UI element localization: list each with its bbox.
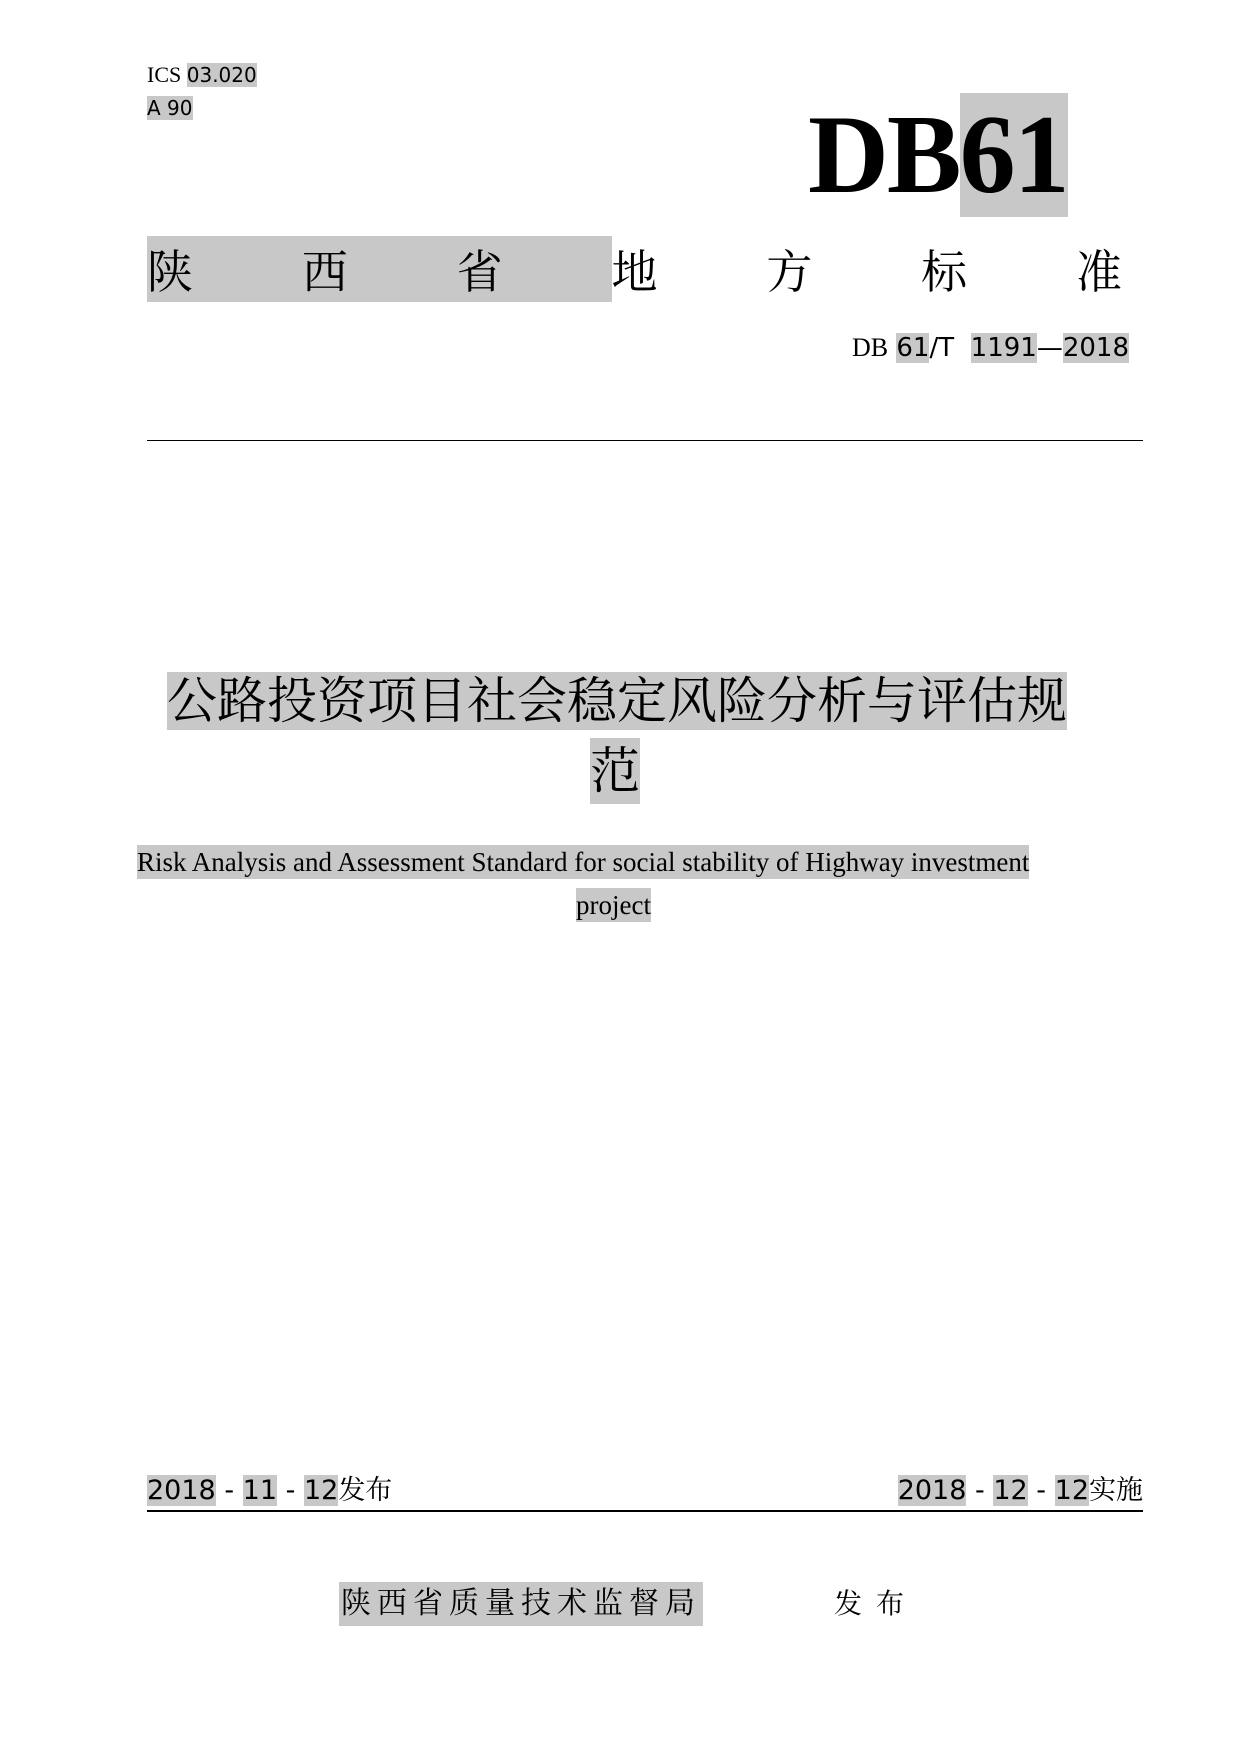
issuer-action: 发布 (834, 1587, 919, 1620)
header-divider (147, 440, 1143, 441)
standard-type-char: 地 (611, 245, 658, 299)
issuer-name: 陕西省质量技术监督局 (339, 1582, 703, 1626)
classification-value: 90 (167, 96, 193, 120)
implement-day: 12 (1054, 1475, 1089, 1506)
standard-number-suffix: /T (929, 333, 955, 363)
standard-mark-prefix: DB (808, 93, 960, 217)
standard-number-year: 2018 (1062, 333, 1130, 363)
publish-date (147, 1474, 392, 1508)
date-separator: - (975, 1475, 985, 1506)
classification-code (147, 95, 193, 121)
classification-label: A (147, 96, 161, 120)
ics-label: ICS (147, 62, 182, 87)
standard-type-char: 省 (456, 245, 503, 299)
standard-type-char: 标 (921, 245, 968, 299)
standard-number-dash: — (1036, 333, 1063, 363)
standard-type-char: 方 (766, 245, 813, 299)
ics-value: 03.020 (186, 63, 257, 87)
standard-type-char: 陕 (147, 245, 193, 299)
date-separator: - (224, 1475, 235, 1506)
standard-mark-code: 61 (959, 93, 1068, 217)
standard-number-region: 61 (896, 333, 930, 363)
title-chinese-line1-text: 公路投资项目社会稳定风险分析与评估规 (167, 672, 1067, 730)
standard-mark (808, 95, 1068, 215)
publish-label: 发布 (338, 1475, 393, 1506)
date-separator: - (285, 1475, 296, 1506)
implement-date (898, 1474, 1143, 1508)
ics-code (147, 62, 257, 88)
publish-month: 11 (242, 1475, 278, 1506)
standard-type-char: 准 (1075, 245, 1122, 299)
publish-day: 12 (303, 1475, 339, 1506)
title-chinese-line2: 范 (590, 738, 640, 804)
standard-type-char: 西 (301, 245, 348, 299)
implement-year: 2018 (897, 1475, 967, 1506)
standard-type-highlight (147, 236, 612, 302)
publish-year: 2018 (147, 1475, 216, 1506)
title-chinese-line1 (133, 664, 1101, 738)
standard-number-serial: 1191 (970, 333, 1037, 363)
footer-divider (147, 1510, 1143, 1512)
standard-number (852, 333, 1129, 363)
date-separator: - (1036, 1475, 1047, 1506)
implement-label: 实施 (1089, 1475, 1143, 1506)
title-english-line2: project (576, 890, 651, 920)
standard-number-prefix: DB (852, 333, 889, 362)
implement-month: 12 (993, 1475, 1028, 1506)
standard-type-line (147, 236, 1122, 302)
title-english-line1: Risk Analysis and Assessment Standard for social stability of Highway investment (137, 847, 1030, 877)
